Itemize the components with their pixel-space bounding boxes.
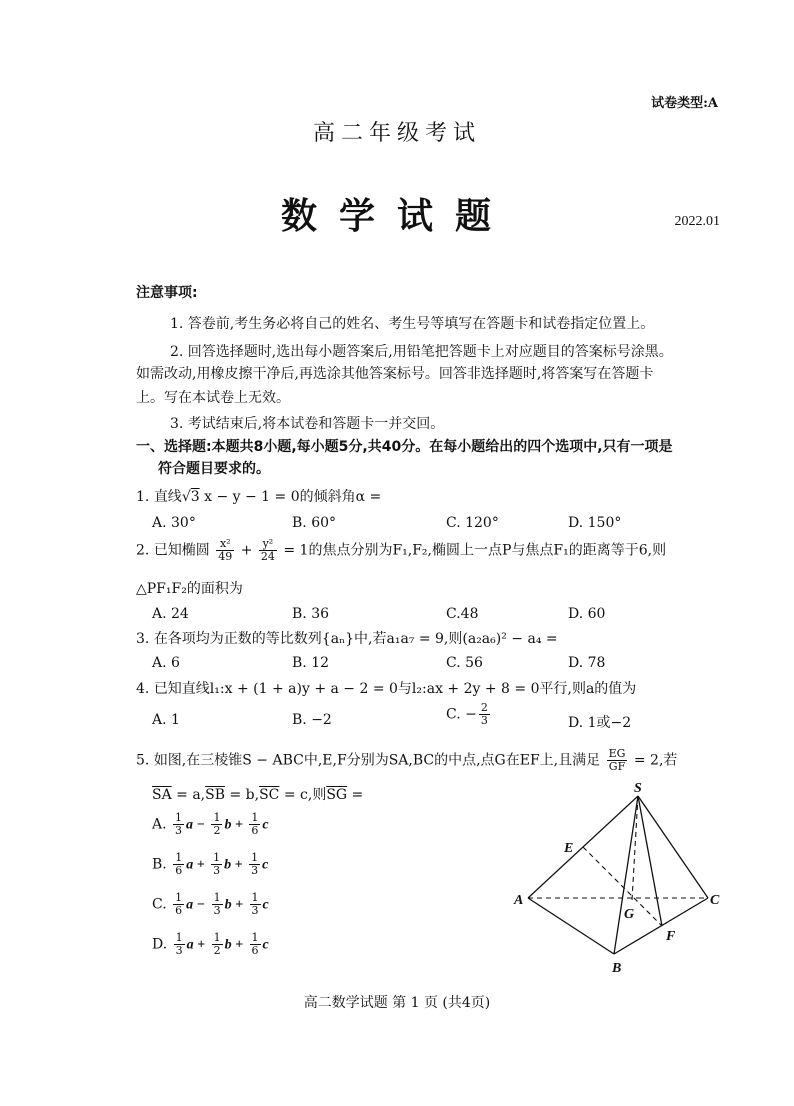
q5-option-c: C. $\frac{1}{6}$ a − $\frac{1}{3}$ b + $\frac{1}{3}$ c <box>152 891 269 917</box>
fraction: $\frac{\text{y²}}{24}$ <box>260 537 275 563</box>
paper-type: 试卷类型:A <box>651 96 718 111</box>
page-footer: 高二数学试题 第 1 页 (共4页) <box>303 995 491 1011</box>
q2-option-b: B. 36 <box>292 606 330 622</box>
edge-sb <box>614 796 638 954</box>
exam-date: 2022.01 <box>674 214 720 229</box>
edge-ab <box>528 898 614 954</box>
label-b: B <box>612 961 622 976</box>
q5-option-b: B. $\frac{1}{6}$ a + $\frac{1}{3}$ b + $\frac{1}{3}$ c <box>152 851 269 877</box>
sqrt-symbol: √ <box>181 489 191 505</box>
q3-option-a: A. 6 <box>152 655 180 671</box>
edge-sc <box>638 796 708 898</box>
question-1-stem: 1. 直线√3 x − y − 1 = 0的倾斜角α = <box>136 489 382 505</box>
fraction: $\frac{\text{x²}}{49}$ <box>218 537 233 563</box>
question-5-stem: 5. 如图,在三棱锥S − ABC中,E,F分别为SA,BC的中点,点G在EF上,且满足 $\frac{EG}{GF}$ = 2,若 <box>136 747 678 773</box>
q1-option-a: A. 30° <box>152 515 196 531</box>
segment-sf <box>638 796 662 926</box>
pyramid-figure <box>500 778 740 978</box>
notice-item-3: 3. 考试结束后,将本试卷和答题卡一并交回。 <box>170 416 445 432</box>
q4-option-d: D. 1或−2 <box>568 715 632 731</box>
q4-option-c: C. − $\frac{2}{3}$ <box>446 701 488 727</box>
q3-option-b: B. 12 <box>292 655 330 671</box>
fraction: $\frac{EG}{GF}$ <box>608 747 626 773</box>
q5-option-d: D. $\frac{1}{3}$ a + $\frac{1}{2}$ b + $\frac{1}{6}$ c <box>152 931 269 957</box>
q5-option-a: A. $\frac{1}{3}$ a − $\frac{1}{2}$ b + $\frac{1}{6}$ c <box>152 811 269 837</box>
notice-item-1: 1. 答卷前,考生务必将自己的姓名、考生号等填写在答题卡和试卷指定位置上。 <box>170 316 655 332</box>
question-5-vectors: $\overline{SA} = a,\overline{SB} = b,\overline{SC} = c$,则$\overline{SG}$ = <box>152 787 364 803</box>
q3-option-d: D. 78 <box>568 655 606 671</box>
q4-option-b: B. −2 <box>292 712 332 728</box>
notice-item-2-line-1: 2. 回答选择题时,选出每小题答案后,用铅笔把答题卡上对应题目的答案标号涂黑。 <box>170 344 673 360</box>
notice-item-2-line-2: 如需改动,用橡皮擦干净后,再选涂其他答案标号。回答非选择题时,将答案写在答题卡 <box>136 366 654 382</box>
exam-subtitle: 高二年级考试 <box>312 121 481 146</box>
question-3-stem: 3. 在各项均为正数的等比数列{aₙ}中,若a₁a₇ = 9,则(a₂a₆)² − a₄ = <box>136 631 558 647</box>
notice-item-2-line-3: 上。写在本试卷上无效。 <box>136 390 290 406</box>
section-1-heading-line-2: 符合题目要求的。 <box>158 461 270 477</box>
q4-option-a: A. 1 <box>152 712 180 728</box>
label-s: S <box>634 781 642 796</box>
exam-title: 数学试题 <box>280 195 513 237</box>
question-2-stem-line-2: △PF₁F₂的面积为 <box>136 581 243 597</box>
q3-option-c: C. 56 <box>446 655 483 671</box>
label-e: E <box>564 841 574 856</box>
label-c: C <box>710 893 720 908</box>
q2-option-a: A. 24 <box>152 606 189 622</box>
q1-option-b: B. 60° <box>292 515 337 531</box>
q2-option-c: C.48 <box>446 606 479 622</box>
label-f: F <box>666 929 676 944</box>
question-4-stem: 4. 已知直线l₁:x + (1 + a)y + a − 2 = 0与l₂:ax + 2y + 8 = 0平行,则a的值为 <box>136 681 637 697</box>
label-a: A <box>514 893 524 908</box>
q1-option-c: C. 120° <box>446 515 499 531</box>
q1-option-d: D. 150° <box>568 515 622 531</box>
label-g: G <box>624 907 635 922</box>
section-1-heading-line-1: 一、选择题:本题共8小题,每小题5分,共40分。在每小题给出的四个选项中,只有一项是 <box>136 439 673 455</box>
question-2-stem: 2. 已知椭圆 $\frac{\text{x²}}{49}$ + $\frac{\text{y²}}{24}$ = 1的焦点分别为F₁,F₂,椭圆上一点P与焦点F₁的距离等于6,则 <box>136 537 667 563</box>
notice-heading: 注意事项: <box>136 285 198 301</box>
q2-option-d: D. 60 <box>568 606 606 622</box>
